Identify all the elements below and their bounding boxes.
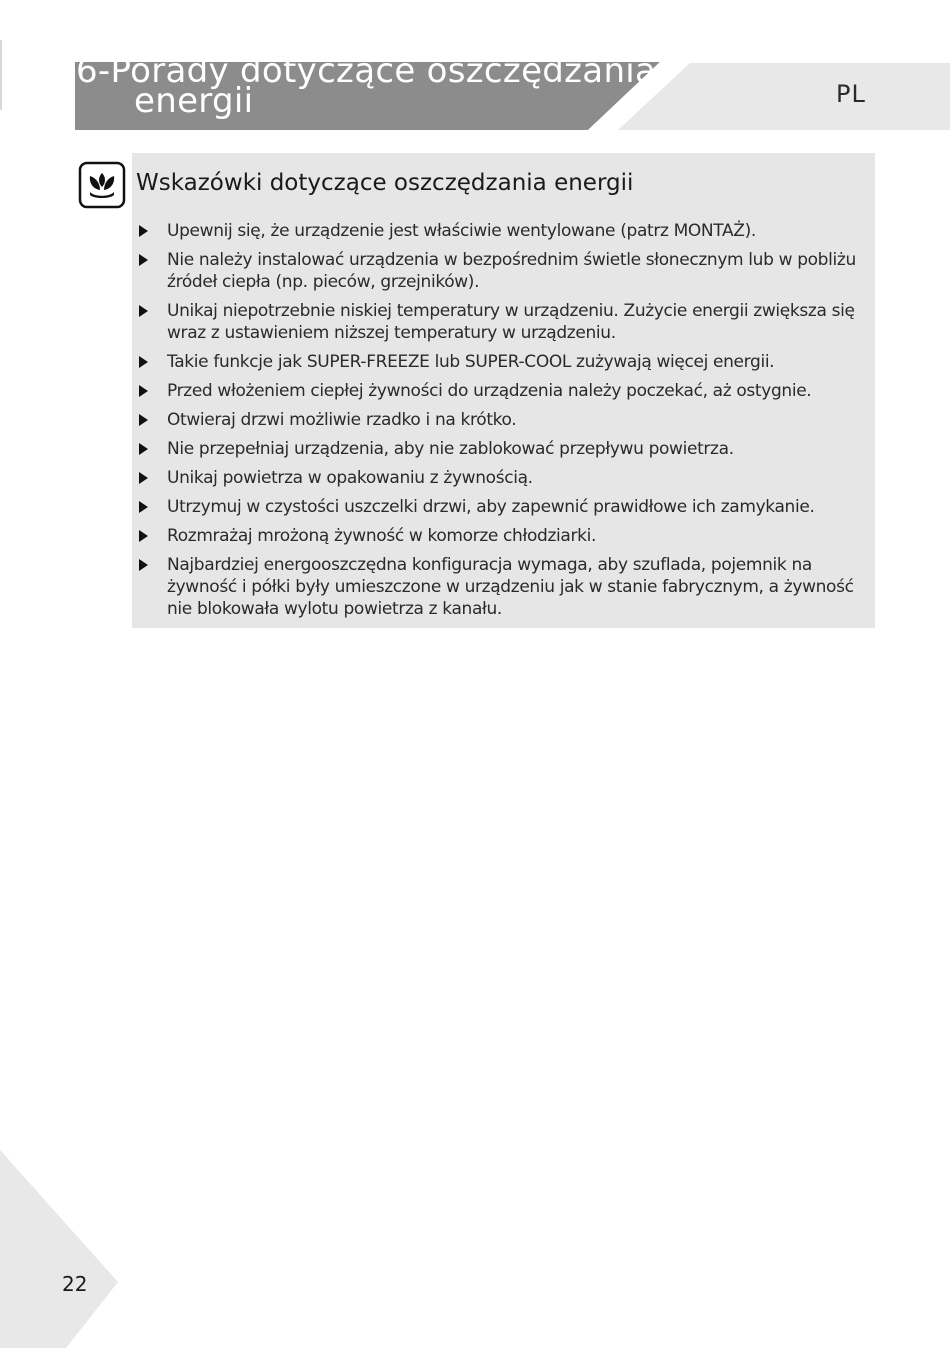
tip-item [136,300,876,344]
tip-item [136,496,876,518]
tip-item [136,554,876,620]
tip-item [136,249,876,293]
tip-item [136,220,876,242]
tip-text: Nie należy instalować urządzenia w bezpośrednim świetle słonecznym lub w pobliżu źródeł ciepła (np. pieców, grzejników). [167,250,856,292]
tip-text: Przed włożeniem ciepłej żywności do urządzenia należy poczekać, aż ostygnie. [167,381,812,401]
language-code: PL [836,80,866,108]
tip-text: Nie przepełniaj urządzenia, aby nie zablokować przepływu powietrza. [167,439,734,459]
chapter-title-line2: energii [134,81,254,121]
tip-item [136,438,876,460]
banner-light-shape [618,63,950,130]
bullet-triangle-icon [139,443,148,455]
tip-item [136,525,876,547]
bullet-triangle-icon [139,559,148,571]
chapter-title-line1: Porady dotyczące oszczędzania [110,51,657,91]
tip-text: Otwieraj drzwi możliwie rzadko i na krótko. [167,410,517,430]
footer-corner-shape [0,1150,130,1348]
tip-text: Unikaj powietrza w opakowaniu z żywnością. [167,468,533,488]
eco-leaf-icon [78,161,126,209]
tip-item [136,467,876,489]
bullet-triangle-icon [139,225,148,237]
chapter-number: 6- [76,51,111,91]
page-number: 22 [62,1272,88,1296]
tip-item [136,380,876,402]
tip-text: Unikaj niepotrzebnie niskiej temperatury w urządzeniu. Zużycie energii zwiększa się wraz z ustawieniem niższej temperatury w urządzeniu. [167,301,855,343]
bullet-triangle-icon [139,414,148,426]
tip-text: Rozmrażaj mrożoną żywność w komorze chłodziarki. [167,526,597,546]
bullet-triangle-icon [139,501,148,513]
tip-text: Upewnij się, że urządzenie jest właściwie wentylowane (patrz MONTAŻ). [167,221,756,241]
bullet-triangle-icon [139,472,148,484]
bullet-triangle-icon [139,356,148,368]
bullet-triangle-icon [139,385,148,397]
tip-item [136,409,876,431]
bullet-triangle-icon [139,254,148,266]
bullet-triangle-icon [139,530,148,542]
section-title: Wskazówki dotyczące oszczędzania energii [136,170,634,196]
chapter-title [76,51,657,121]
tips-list [136,220,876,627]
tip-text: Takie funkcje jak SUPER-FREEZE lub SUPER-COOL zużywają więcej energii. [167,352,775,372]
tip-text: Utrzymuj w czystości uszczelki drzwi, aby zapewnić prawidłowe ich zamykanie. [167,497,815,517]
tip-item [136,351,876,373]
bullet-triangle-icon [139,305,148,317]
tip-text: Najbardziej energooszczędna konfiguracja wymaga, aby szuflada, pojemnik na żywność i półki były umieszczone w urządzeniu jak w stanie fabrycznym, a żywność nie blokowała wylotu powietrza z kanału. [167,555,854,619]
